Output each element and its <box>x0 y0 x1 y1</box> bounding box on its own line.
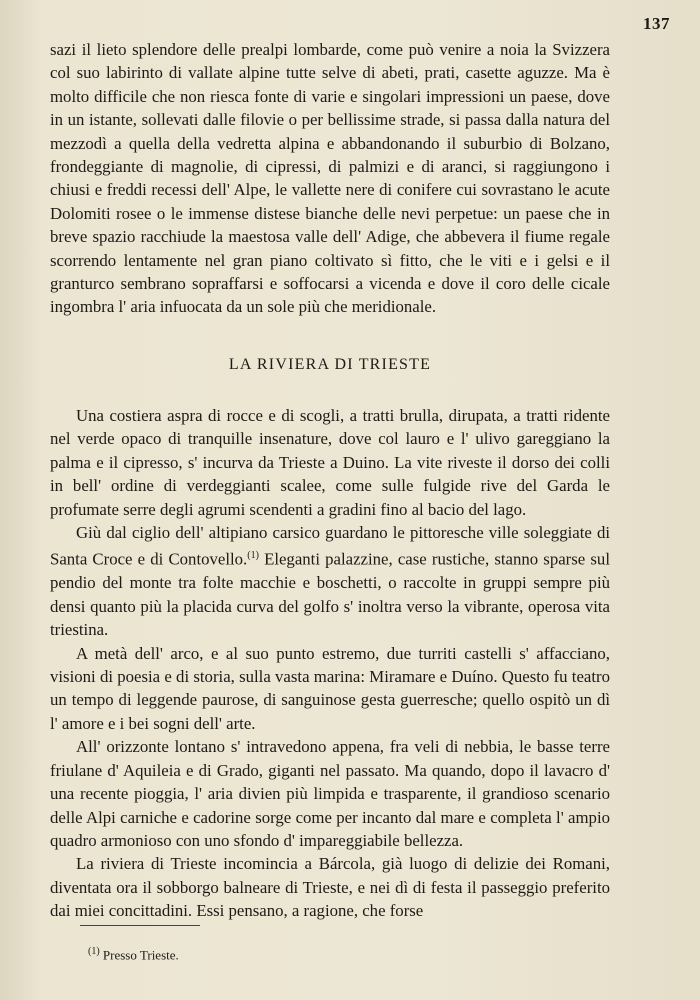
paragraph-1: Una costiera aspra di rocce e di scogli, a tratti brulla, dirupata, a tratti ridente nel verde opaco di tranquille insenature, dove col lauro e l' ulivo gareggiano la palma e il cipresso, s' incurva da Trieste a Duino. La vite riveste il dorso dei colli in bell' ordine di verdeggianti scalee, come sulle fulgide rive del Garda le profumate serre degli agrumi scendenti a gradini fino al bacio del lago. <box>50 406 610 519</box>
paragraph-3: A metà dell' arco, e al suo punto estremo, due turriti castelli s' affacciano, visioni di poesia e di storia, sulla vasta marina: Miramare e Duíno. Questo fu teatro un tempo di leggende paurose, di sanguinose gesta guerresche; quello ospitò un dì l' amore e i bei sogni dell' arte. <box>50 643 610 733</box>
footnote <box>88 946 179 963</box>
footnote-marker: (1) <box>88 946 100 957</box>
paragraph-2 <box>50 521 610 642</box>
paragraph-2-text-a: Giù dal ciglio dell' altipiano carsico guardano le pittoresche ville soleggiate di Santa Croce e di Contovello. <box>50 523 610 570</box>
intro-paragraph <box>50 38 610 319</box>
paragraph-5: La riviera di Trieste incomincia a Bárcola, già luogo di delizie dei Romani, diventata ora il sobborgo balneare di Trieste, e nei dì di festa il passeggio preferito dai miei concittadini. Essi pensano, a ragione, che forse <box>50 854 610 921</box>
section-body <box>50 404 610 923</box>
paragraph-2-text-b: Eleganti palazzine, case rustiche, stanno sparse sul pendio del monte tra folte macchie e boschetti, o raccolte in gruppi sempre più densi quanto più la placida curva del golfo s' inoltra verso la vibrante, operosa vita triestina. <box>50 550 610 640</box>
footnote-divider <box>80 925 200 926</box>
section-title: LA RIVIERA DI TRIESTE <box>228 356 432 373</box>
intro-text: sazi il lieto splendore delle prealpi lombarde, come può venire a noia la Svizzera col suo labirinto di vallate alpine tutte selve di abeti, prati, casette aguzze. Ma è molto difficile che non riesca fonte di varie e singolari impressioni un paese, dove in un istante, sollevati dalle filovie o per bellissime strade, si passa dalla natura del mezzodì a quella della vedretta alpina e abbandonando il suburbio di Bolzano, frondeggiante di magnolie, di cipressi, di palmizi e di aranci, si raggiungono i chiusi e freddi recessi dell' Alpe, le vallette nere di conifere cui sovrastano le acute Dolomiti rosee o le immense distese bianche delle nevi perpetue: un paese che in breve spazio racchiude la maestosa valle dell' Adige, che abbevera il fiume regale scorrendo lentamente nel gran piano coltivato sì fitto, che le viti e i gelsi e il granturco sembrano sopraffarsi e soffocarsi a vicenda e dove il coro delle cicale ingombra l' aria infuocata da un sole più che meridionale. <box>50 40 610 317</box>
footnote-reference: (1) <box>247 550 259 562</box>
paragraph-4: All' orizzonte lontano s' intravedono appena, fra veli di nebbia, le basse terre friulane d' Aquileia e di Grado, giganti nel passato. Ma quando, dopo il lavacro d' una recente pioggia, l' aria divien più limpida e trasparente, il grandioso scenario delle Alpi carniche e cadorine sorge come per incanto dal mare e completa l' ampio quadro armonioso con uno sfondo d' impareggiabile bellezza. <box>50 737 610 850</box>
page-number: 137 <box>643 14 670 33</box>
footnote-text: Presso Trieste. <box>102 947 179 963</box>
